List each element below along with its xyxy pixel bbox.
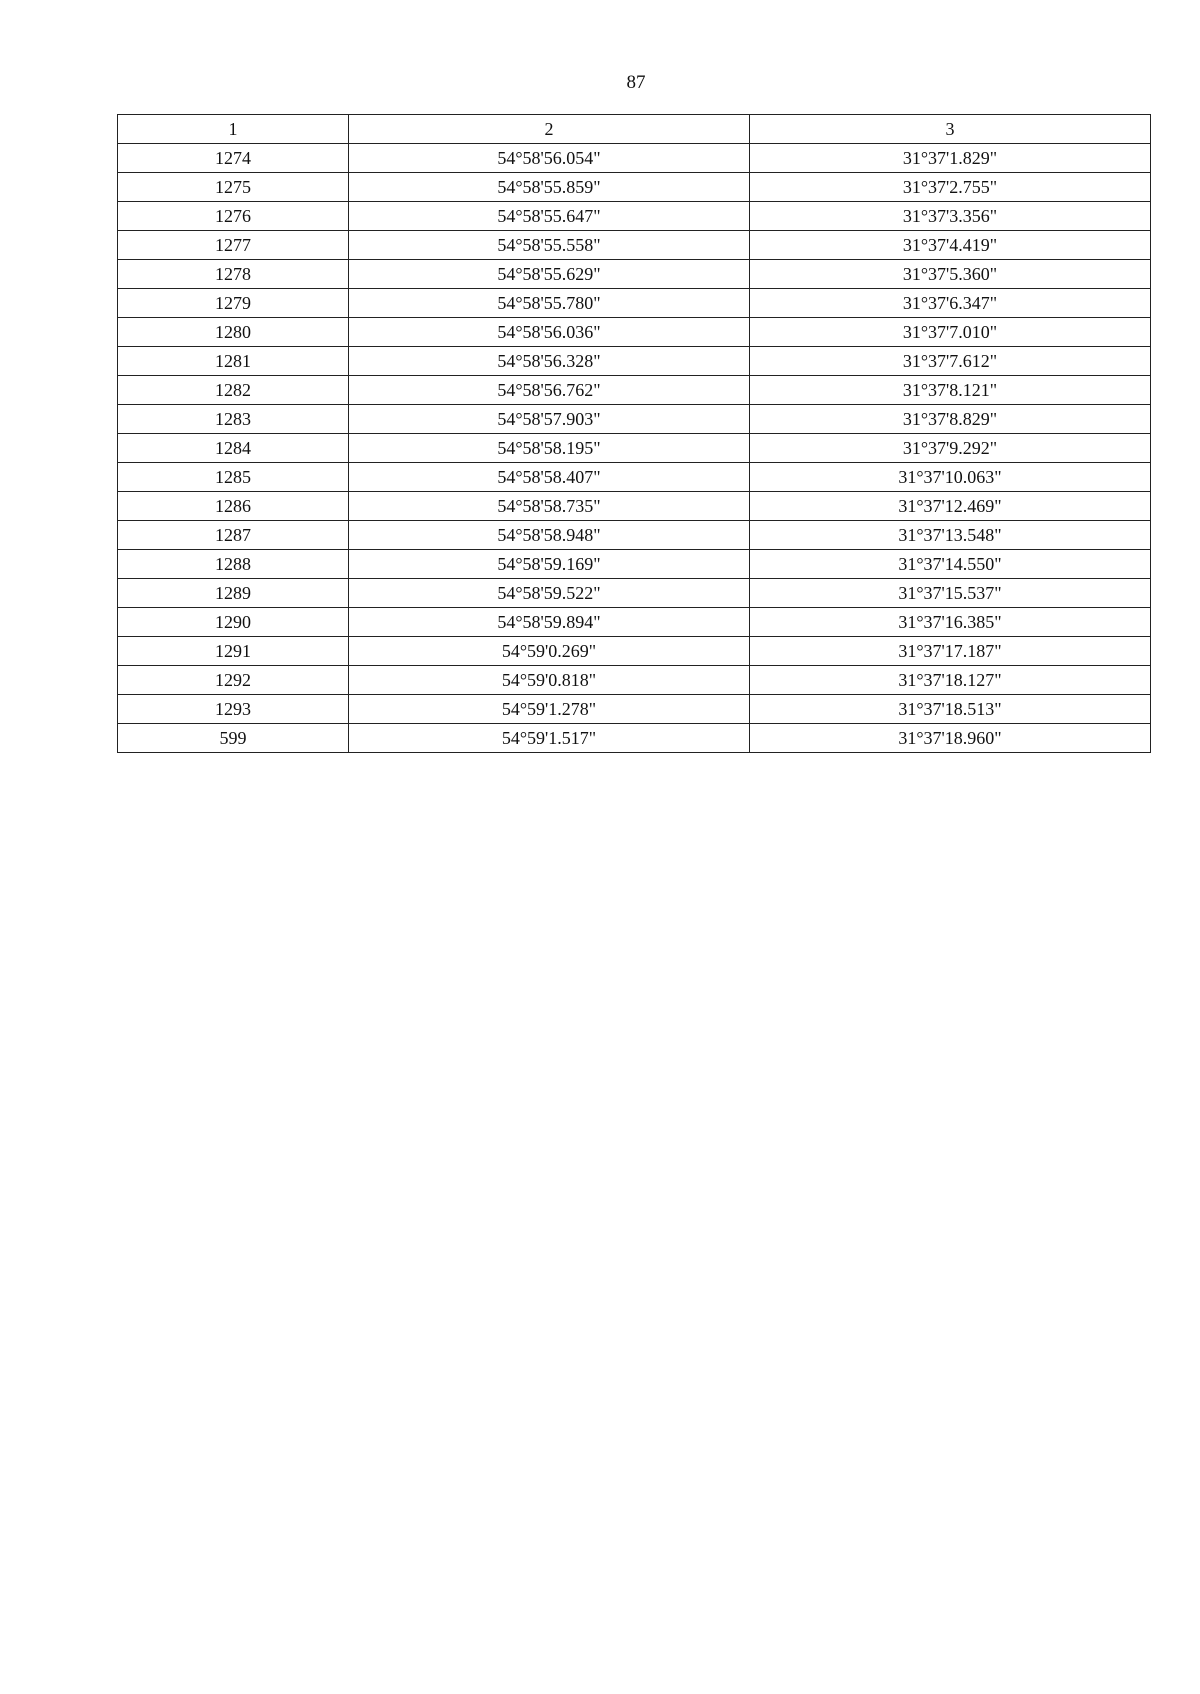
latitude-cell: 54°58'59.522" <box>349 579 750 608</box>
table-row <box>118 144 1151 173</box>
table-row <box>118 405 1151 434</box>
latitude-cell: 54°58'58.407" <box>349 463 750 492</box>
table-row <box>118 463 1151 492</box>
table-row <box>118 550 1151 579</box>
latitude-cell: 54°58'59.894" <box>349 608 750 637</box>
table-row <box>118 724 1151 753</box>
point-number-cell: 1290 <box>118 608 349 637</box>
table-row <box>118 347 1151 376</box>
table-row <box>118 376 1151 405</box>
table-row <box>118 695 1151 724</box>
latitude-cell: 54°59'1.278" <box>349 695 750 724</box>
point-number-cell: 1275 <box>118 173 349 202</box>
table-row <box>118 434 1151 463</box>
point-number-cell: 1291 <box>118 637 349 666</box>
point-number-cell: 1281 <box>118 347 349 376</box>
longitude-cell: 31°37'8.829" <box>750 405 1151 434</box>
longitude-cell: 31°37'2.755" <box>750 173 1151 202</box>
longitude-cell: 31°37'14.550" <box>750 550 1151 579</box>
point-number-cell: 1280 <box>118 318 349 347</box>
latitude-cell: 54°58'56.762" <box>349 376 750 405</box>
page-number: 87 <box>626 72 646 93</box>
latitude-cell: 54°58'56.328" <box>349 347 750 376</box>
table-row <box>118 231 1151 260</box>
longitude-cell: 31°37'4.419" <box>750 231 1151 260</box>
latitude-cell: 54°58'58.735" <box>349 492 750 521</box>
point-number-cell: 1289 <box>118 579 349 608</box>
table-row <box>118 492 1151 521</box>
table-row <box>118 521 1151 550</box>
point-number-cell: 1282 <box>118 376 349 405</box>
point-number-cell: 1283 <box>118 405 349 434</box>
latitude-cell: 54°58'55.780" <box>349 289 750 318</box>
point-number-cell: 1274 <box>118 144 349 173</box>
latitude-cell: 54°58'55.647" <box>349 202 750 231</box>
table-header-row <box>118 115 1151 144</box>
table-row <box>118 202 1151 231</box>
longitude-cell: 31°37'9.292" <box>750 434 1151 463</box>
longitude-cell: 31°37'18.127" <box>750 666 1151 695</box>
table-row <box>118 579 1151 608</box>
longitude-cell: 31°37'12.469" <box>750 492 1151 521</box>
longitude-cell: 31°37'18.513" <box>750 695 1151 724</box>
point-number-cell: 1284 <box>118 434 349 463</box>
longitude-cell: 31°37'7.612" <box>750 347 1151 376</box>
point-number-cell: 1288 <box>118 550 349 579</box>
point-number-cell: 1278 <box>118 260 349 289</box>
column-header-2: 2 <box>349 115 750 144</box>
table-row <box>118 289 1151 318</box>
latitude-cell: 54°59'0.818" <box>349 666 750 695</box>
table-row <box>118 318 1151 347</box>
latitude-cell: 54°58'56.036" <box>349 318 750 347</box>
point-number-cell: 1276 <box>118 202 349 231</box>
latitude-cell: 54°58'59.169" <box>349 550 750 579</box>
table-row <box>118 173 1151 202</box>
point-number-cell: 599 <box>118 724 349 753</box>
table-row <box>118 260 1151 289</box>
longitude-cell: 31°37'17.187" <box>750 637 1151 666</box>
latitude-cell: 54°58'56.054" <box>349 144 750 173</box>
point-number-cell: 1287 <box>118 521 349 550</box>
longitude-cell: 31°37'6.347" <box>750 289 1151 318</box>
latitude-cell: 54°58'57.903" <box>349 405 750 434</box>
column-header-1: 1 <box>118 115 349 144</box>
latitude-cell: 54°58'55.629" <box>349 260 750 289</box>
longitude-cell: 31°37'15.537" <box>750 579 1151 608</box>
latitude-cell: 54°59'0.269" <box>349 637 750 666</box>
point-number-cell: 1286 <box>118 492 349 521</box>
longitude-cell: 31°37'18.960" <box>750 724 1151 753</box>
point-number-cell: 1285 <box>118 463 349 492</box>
latitude-cell: 54°58'55.558" <box>349 231 750 260</box>
longitude-cell: 31°37'10.063" <box>750 463 1151 492</box>
longitude-cell: 31°37'5.360" <box>750 260 1151 289</box>
table-row <box>118 666 1151 695</box>
latitude-cell: 54°58'58.195" <box>349 434 750 463</box>
longitude-cell: 31°37'1.829" <box>750 144 1151 173</box>
latitude-cell: 54°58'55.859" <box>349 173 750 202</box>
latitude-cell: 54°58'58.948" <box>349 521 750 550</box>
table-row <box>118 608 1151 637</box>
latitude-cell: 54°59'1.517" <box>349 724 750 753</box>
point-number-cell: 1292 <box>118 666 349 695</box>
table-row <box>118 637 1151 666</box>
point-number-cell: 1293 <box>118 695 349 724</box>
column-header-3: 3 <box>750 115 1151 144</box>
longitude-cell: 31°37'16.385" <box>750 608 1151 637</box>
longitude-cell: 31°37'13.548" <box>750 521 1151 550</box>
longitude-cell: 31°37'7.010" <box>750 318 1151 347</box>
point-number-cell: 1277 <box>118 231 349 260</box>
point-number-cell: 1279 <box>118 289 349 318</box>
longitude-cell: 31°37'8.121" <box>750 376 1151 405</box>
longitude-cell: 31°37'3.356" <box>750 202 1151 231</box>
coordinates-table <box>117 114 1151 753</box>
